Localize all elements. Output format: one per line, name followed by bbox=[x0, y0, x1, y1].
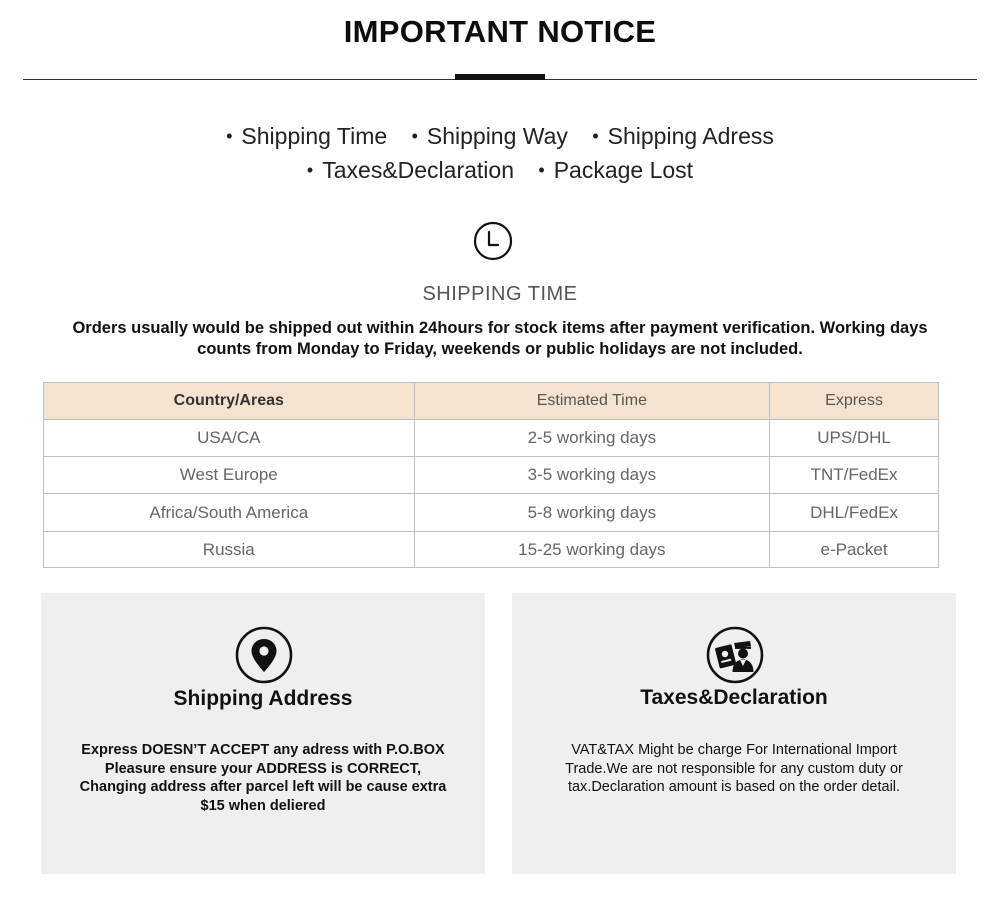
card-body: VAT&TAX Might be charge For International Import Trade.We are not responsible for any custom duty or tax.Declaration amount is based on the order detail. bbox=[565, 742, 903, 795]
card-title: Taxes&Declaration bbox=[640, 686, 828, 709]
cell-express: TNT/FedEx bbox=[770, 457, 939, 494]
column-header-express: Express bbox=[770, 383, 939, 420]
cell-express: e-Packet bbox=[770, 532, 939, 568]
cell-estimated-time: 2-5 working days bbox=[414, 420, 770, 457]
topic-link-package-lost[interactable] bbox=[538, 157, 693, 184]
column-header-estimated-time: Estimated Time bbox=[414, 383, 770, 420]
taxes-declaration-card bbox=[512, 593, 956, 874]
cell-country: Russia bbox=[44, 532, 415, 568]
table-row bbox=[44, 420, 939, 457]
topic-link-shipping-way[interactable] bbox=[412, 123, 568, 150]
table-row bbox=[44, 494, 939, 532]
topic-nav-row-1 bbox=[0, 123, 1000, 150]
page-title: IMPORTANT NOTICE bbox=[343, 14, 657, 49]
title-divider-accent bbox=[455, 74, 545, 80]
bullet-icon: • bbox=[226, 126, 233, 146]
cell-express: UPS/DHL bbox=[770, 420, 939, 457]
card-line: Express DOESN’T ACCEPT any adress with P.O.BOX bbox=[81, 742, 445, 758]
cell-country: Africa/South America bbox=[44, 494, 415, 532]
shipping-address-card bbox=[41, 593, 485, 874]
column-header-country: Country/Areas bbox=[44, 383, 415, 420]
topic-link-shipping-time[interactable] bbox=[226, 123, 387, 150]
topic-link-taxes-declaration[interactable] bbox=[307, 157, 514, 184]
topic-label: Shipping Time bbox=[241, 123, 388, 149]
section-heading-shipping-time: SHIPPING TIME bbox=[422, 283, 578, 305]
shipping-time-intro: Orders usually would be shipped out within 24hours for stock items after payment verification. Working days counts from Monday to Friday, weekends or public holidays are not included. bbox=[72, 319, 928, 358]
customs-officer-icon bbox=[706, 626, 764, 684]
card-line: Pleasure ensure your ADDRESS is CORRECT, bbox=[104, 760, 422, 777]
table-row bbox=[44, 457, 939, 494]
card-line: Changing address after parcel left will be cause extra bbox=[79, 779, 447, 795]
topic-nav-row-2 bbox=[0, 157, 1000, 184]
topic-label: Package Lost bbox=[553, 157, 694, 183]
card-title: Shipping Address bbox=[173, 687, 353, 710]
bullet-icon: • bbox=[538, 160, 545, 180]
cell-country: USA/CA bbox=[44, 420, 415, 457]
location-pin-icon bbox=[235, 626, 293, 684]
topic-label: Shipping Adress bbox=[607, 123, 774, 149]
card-body bbox=[63, 741, 463, 815]
topic-label: Taxes&Declaration bbox=[322, 157, 514, 183]
bullet-icon: • bbox=[411, 126, 418, 146]
cell-express: DHL/FedEx bbox=[770, 494, 939, 532]
card-line: $15 when deliered bbox=[200, 797, 326, 814]
topic-link-shipping-address[interactable] bbox=[592, 123, 774, 150]
table-row bbox=[44, 532, 939, 568]
clock-icon bbox=[473, 221, 513, 261]
topic-label: Shipping Way bbox=[426, 123, 568, 149]
cell-estimated-time: 15-25 working days bbox=[414, 532, 770, 568]
shipping-time-table bbox=[43, 382, 939, 568]
cell-estimated-time: 3-5 working days bbox=[414, 457, 770, 494]
cell-country: West Europe bbox=[44, 457, 415, 494]
bullet-icon: • bbox=[592, 126, 599, 146]
table-header-row bbox=[44, 383, 939, 420]
cell-estimated-time: 5-8 working days bbox=[414, 494, 770, 532]
bullet-icon: • bbox=[306, 160, 314, 180]
